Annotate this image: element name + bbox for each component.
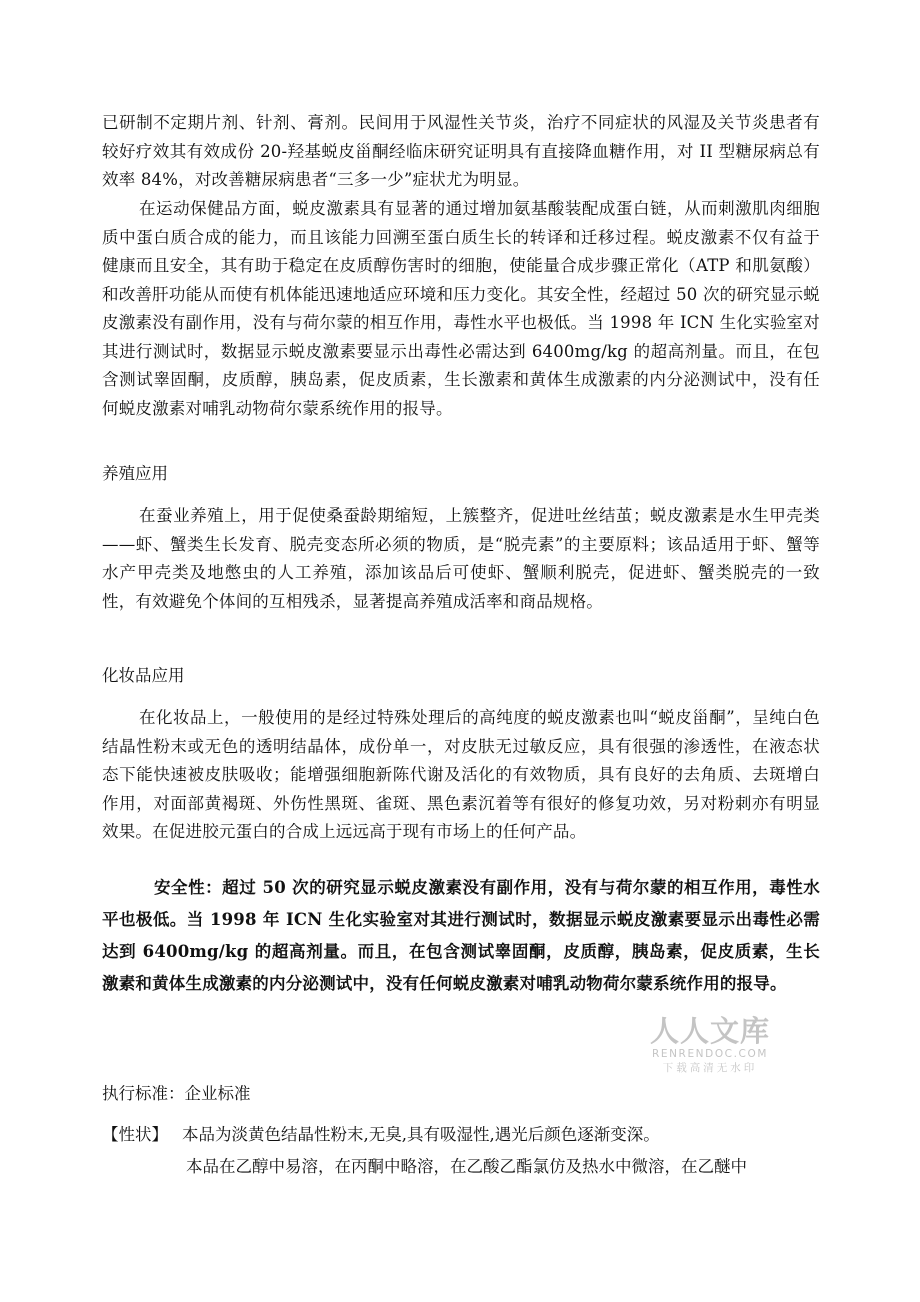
standard-line: 执行标准：企业标准 xyxy=(102,1084,251,1103)
watermark-title: 人人文库 xyxy=(649,1014,770,1048)
heading-breeding: 养殖应用 xyxy=(102,464,168,483)
heading-cosmetics: 化妆品应用 xyxy=(102,666,185,685)
paragraph-sports-health: 在运动保健品方面，蜕皮激素具有显著的通过增加氨基酸装配成蛋白链，从而刺激肌肉细胞质中蛋白质合成的能力，而且该能力回溯至蛋白质生长的转译和迁移过程。蜕皮激素不仅有益于健康而且安全，其有助于稳定在皮质醇伤害时的细胞，使能量合成步骤正常化（ATP 和肌氨酸）和改善肝功能从而使有机体能迅速地适应环境和压力变化。其安全性，经超过 50 次的研究显示蜕皮激素没有副作用，没有与荷尔蒙的相互作用，毒性水平也极低。当 1998 年 ICN 生化实验室对其进行测试时，数据显示蜕皮激素要显示出毒性必需达到 6400mg/kg 的超高剂量。而且，在包含测试睾固酮，皮质醇，胰岛素，促皮质素，生长激素和黄体生成激素的内分泌测试中，没有任何蜕皮激素对哺乳动物荷尔蒙系统作用的报导。 xyxy=(102,199,820,418)
watermark-note: 下载高清无水印 xyxy=(662,1062,758,1074)
paragraph-safety: 安全性：超过 50 次的研究显示蜕皮激素没有副作用，没有与荷尔蒙的相互作用，毒性水平也极低。当 1998 年 ICN 生化实验室对其进行测试时，数据显示蜕皮激素要显示出毒性必需达到 6400mg/kg 的超高剂量。而且，在包含测试睾固酮，皮质醇，胰岛素，促皮质素，生长激素和黄体生成激素的内分泌测试中，没有任何蜕皮激素对哺乳动物荷尔蒙系统作用的报导。 xyxy=(102,878,820,993)
properties-line xyxy=(102,1123,660,1147)
properties-label: 【性状】 xyxy=(102,1125,168,1144)
watermark-site: RENRENDOC.COM xyxy=(651,1048,769,1060)
properties-text: 本品为淡黄色结晶性粉末,无臭,具有吸湿性,遇光后颜色逐渐变深。 xyxy=(182,1125,660,1144)
paragraph-medical-use: 已研制不定期片剂、针剂、膏剂。民间用于风湿性关节炎，治疗不同症状的风湿及关节炎患者有较好疗效其有效成份 20-羟基蜕皮甾酮经临床研究证明具有直接降血糖作用，对 II 型糖尿病总有效率 84%，对改善糖尿病患者“三多一少”症状尤为明显。 xyxy=(102,113,820,189)
solubility-line: 本品在乙醇中易溶，在丙酮中略溶，在乙酸乙酯氯仿及热水中微溶，在乙醚中 xyxy=(186,1157,747,1176)
paragraph-cosmetics: 在化妆品上，一般使用的是经过特殊处理后的高纯度的蜕皮激素也叫“蜕皮甾酮”，呈纯白色结晶性粉末或无色的透明结晶体，成份单一，对皮肤无过敏反应，具有很强的渗透性，在液态状态下能快速被皮肤吸收；能增强细胞新陈代谢及活化的有效物质，具有良好的去角质、去斑增白作用，对面部黄褐斑、外伤性黑斑、雀斑、黑色素沉着等有很好的修复功效，另对粉刺亦有明显效果。在促进胶元蛋白的合成上远远高于现有市场上的任何产品。 xyxy=(102,708,820,841)
watermark-logo xyxy=(645,1015,775,1075)
paragraph-breeding: 在蚕业养殖上，用于促使桑蚕龄期缩短，上簇整齐，促进吐丝结茧；蜕皮激素是水生甲壳类——虾、蟹类生长发育、脱壳变态所必须的物质，是“脱壳素”的主要原料；该品适用于虾、蟹等水产甲壳类及地憋虫的人工养殖，添加该品后可使虾、蟹顺利脱壳，促进虾、蟹类脱壳的一致性，有效避免个体间的互相残杀，显著提高养殖成活率和商品规格。 xyxy=(102,506,820,611)
